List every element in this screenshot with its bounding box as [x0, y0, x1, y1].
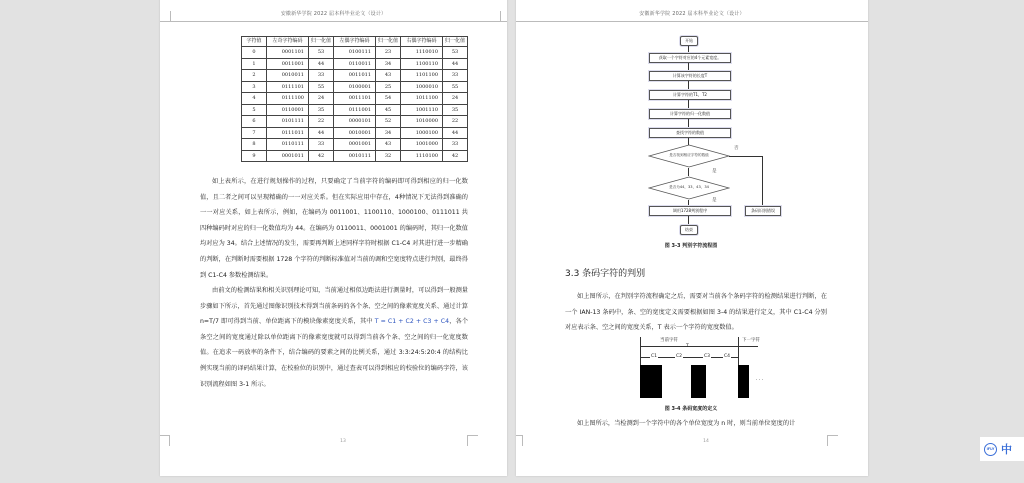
flow-error: 条码识别错误: [745, 206, 781, 216]
normalized-value-cell: 44: [443, 58, 468, 70]
encoding-cell: 1010000: [401, 116, 443, 128]
normalized-value-cell: 25: [376, 81, 401, 93]
column-header: 右偶字符编码: [401, 37, 443, 47]
normalized-value-cell: 55: [443, 81, 468, 93]
normalized-value-cell: 44: [309, 127, 334, 139]
paragraph: 如上表所示，在进行规划操作的过程，只要确定了当前字符的编码即可得到相应的归一化数值，且二者之间可以呈现精确的一一对应关系。但在实际应用中存在，4种情况下无法得到准确的一一对应关系，如上表所示，例如，在编码为 0011001、1100110、1000100、0111011 共四种编码时对应的归一化数值均为 44。在编码为 0110011、0001001 的编码时，其归一化数值均对应为 34。结合上述情况的发生，需要再判断上述同样字符时根据 C1-C4 对其进行进一步精确的判断，在判断时需要根据 1728 个字符的判断标准值对当前的调和空宽度特点进行判别，最终得到 C1-C4 参数检测结果。: [200, 178, 468, 279]
flow-step: 计算字符的归一化数值: [649, 109, 731, 119]
char-value-cell: 8: [242, 139, 267, 151]
crop-mark: [160, 435, 170, 446]
encoding-cell: 1011100: [401, 93, 443, 105]
normalized-value-cell: 53: [309, 47, 334, 59]
table-row: [242, 150, 468, 162]
normalized-value-cell: 44: [443, 127, 468, 139]
normalized-value-cell: 33: [309, 139, 334, 151]
encoding-cell: 0011011: [334, 70, 376, 82]
boundary-line: [738, 337, 739, 365]
t-line: [640, 346, 738, 347]
header-rule: [160, 21, 507, 22]
crop-mark: [467, 435, 478, 446]
ellipsis: · · ·: [756, 378, 764, 383]
bar-c3: [691, 365, 706, 398]
yes-label: 是: [712, 198, 717, 203]
normalized-value-cell: 42: [309, 150, 334, 162]
flow-end: 结束: [680, 225, 698, 235]
paragraph: 如上图所示，当检测到一个字符中的各个单位宽度为 n 时，则当前单位宽度的计: [577, 420, 796, 427]
char-value-cell: 1: [242, 58, 267, 70]
encoding-cell: 0011101: [334, 93, 376, 105]
char-value-cell: 0: [242, 47, 267, 59]
bar-c1: [640, 365, 662, 398]
encoding-cell: 1101100: [401, 70, 443, 82]
table-header-row: [242, 37, 468, 47]
next-char-label: 下一字符: [742, 338, 760, 343]
table-row: [242, 93, 468, 105]
encoding-cell: 0011001: [267, 58, 309, 70]
encoding-cell: 0111100: [267, 93, 309, 105]
decision-text: 是否找到相应字符的数值: [669, 153, 709, 157]
normalized-value-cell: 42: [443, 150, 468, 162]
table-row: [242, 81, 468, 93]
char-value-cell: 3: [242, 81, 267, 93]
char-value-cell: 6: [242, 116, 267, 128]
table-row: [242, 127, 468, 139]
ifly-logo-icon[interactable]: iFLY: [984, 443, 997, 456]
column-header: 左奇字符编码: [267, 37, 309, 47]
flow-step: 计算字符的T1，T2: [649, 90, 731, 100]
normalized-value-cell: 35: [309, 104, 334, 116]
encoding-cell: 0010011: [267, 70, 309, 82]
flow-step: 获取一个字符对应的4个元素宽度。: [649, 53, 731, 63]
decision-text: 是否为44，33，43，34: [669, 185, 709, 189]
flow-arrow: [688, 119, 689, 127]
column-header: 归一化值: [376, 37, 401, 47]
c1-label: C1: [651, 354, 658, 359]
normalized-value-cell: 53: [443, 47, 468, 59]
encoding-cell: 0110011: [334, 58, 376, 70]
paragraph: [200, 283, 468, 392]
crop-mark: [827, 435, 838, 446]
table-row: [242, 116, 468, 128]
c4-label: C4: [724, 354, 731, 359]
crop-mark: [500, 11, 507, 22]
normalized-value-cell: 33: [443, 139, 468, 151]
c3-label: C3: [704, 354, 711, 359]
normalized-value-cell: 55: [309, 81, 334, 93]
encoding-cell: 1110100: [401, 150, 443, 162]
yes-label: 是: [712, 169, 717, 174]
header-rule: [516, 21, 868, 22]
c2-label: C2: [676, 354, 683, 359]
document-page-13: [160, 0, 507, 476]
normalized-value-cell: 43: [376, 70, 401, 82]
flow-arrow: [688, 100, 689, 108]
paragraph: 如上图所示，在判别字符流程确定之后，需要对当前各个条码字符的检测结果进行判断，在一个 IAN-13 条码中，条、空的宽度定义需要根据如图 3-4 的结果进行定义，其中 C1-C4 分别对应表示条、空之间的宽度关系，T 表示一个字符的宽度数值。: [565, 293, 827, 332]
table-row: [242, 139, 468, 151]
ime-indicator[interactable]: [980, 437, 1024, 461]
column-header: 左偶字符编码: [334, 37, 376, 47]
encoding-table: [241, 36, 468, 162]
flow-start: 开始: [680, 36, 698, 46]
normalized-value-cell: 34: [376, 127, 401, 139]
flow-arrow: [688, 216, 689, 224]
char-value-cell: 9: [242, 150, 267, 162]
encoding-cell: 1001000: [401, 139, 443, 151]
encoding-cell: 1000010: [401, 81, 443, 93]
flow-arrow: [688, 168, 689, 176]
encoding-cell: 0101111: [267, 116, 309, 128]
encoding-cell: 0111101: [267, 81, 309, 93]
t-label: T: [686, 344, 689, 349]
char-value-cell: 2: [242, 70, 267, 82]
column-header: 归一化值: [443, 37, 468, 47]
flow-step: 调用1728判别程序: [649, 206, 731, 216]
encoding-cell: 0001011: [267, 150, 309, 162]
column-header: 字符值: [242, 37, 267, 47]
t-line: [738, 346, 758, 347]
table-row: [242, 70, 468, 82]
normalized-value-cell: 23: [376, 47, 401, 59]
normalized-value-cell: 33: [309, 70, 334, 82]
normalized-value-cell: 22: [309, 116, 334, 128]
normalized-value-cell: 32: [376, 150, 401, 162]
table-row: [242, 104, 468, 116]
figure-caption: 图 3-4 条码宽度的定义: [664, 406, 718, 412]
normalized-value-cell: 33: [443, 70, 468, 82]
char-value-cell: 7: [242, 127, 267, 139]
encoding-cell: 0110001: [267, 104, 309, 116]
encoding-cell: 0100111: [334, 47, 376, 59]
encoding-cell: 0001101: [267, 47, 309, 59]
encoding-cell: 0110111: [267, 139, 309, 151]
encoding-cell: 1100110: [401, 58, 443, 70]
flow-arrow: [688, 46, 689, 52]
flow-arrow: [688, 63, 689, 70]
encoding-cell: 0010001: [334, 127, 376, 139]
normalized-value-cell: 24: [443, 93, 468, 105]
column-header: 归一化值: [309, 37, 334, 47]
char-value-cell: 4: [242, 93, 267, 105]
paragraph-text: ，各个条空之间的宽度通过除以单位距离下的像素宽度就可以得到当前各个条、空之间的归一化宽度数值。在追求一码放率的条件下，结合编码的要素之间的比例关系，通过 3:3:24:5:20:4 的结构比例实现当前的译码结果计算，在校验位的识别中，通过查表可以得到相应的校验位的编码字符，该识别流程如图 3-1 所示。: [200, 318, 469, 388]
crop-mark: [160, 11, 171, 22]
normalized-value-cell: 22: [443, 116, 468, 128]
current-char-label: 当前字符: [660, 338, 678, 343]
figure-caption: 图 3-3 判别字符流程图: [664, 243, 718, 249]
encoding-cell: 1000100: [401, 127, 443, 139]
normalized-value-cell: 34: [376, 58, 401, 70]
flow-arrow: [762, 156, 763, 206]
flow-step: 计算该字符的长度T: [649, 71, 731, 81]
normalized-value-cell: 45: [376, 104, 401, 116]
normalized-value-cell: 35: [443, 104, 468, 116]
flow-arrow: [688, 81, 689, 89]
normalized-value-cell: 43: [376, 139, 401, 151]
no-label: 否: [734, 146, 739, 151]
normalized-value-cell: 54: [376, 93, 401, 105]
page-number: 13: [340, 439, 346, 444]
encoding-cell: 0001001: [334, 139, 376, 151]
encoding-cell: 0111011: [267, 127, 309, 139]
encoding-cell: 0111001: [334, 104, 376, 116]
page-header: 安徽新华学院 2022 届本科毕业论文（设计）: [639, 11, 745, 17]
char-value-cell: 5: [242, 104, 267, 116]
normalized-value-cell: 44: [309, 58, 334, 70]
ime-language-toggle[interactable]: 中: [1001, 443, 1012, 456]
normalized-value-cell: 52: [376, 116, 401, 128]
formula: T = C1 + C2 + C3 + C4: [374, 318, 450, 326]
encoding-cell: 0010111: [334, 150, 376, 162]
flow-line: [729, 156, 762, 157]
crop-mark: [516, 435, 523, 446]
normalized-value-cell: 24: [309, 93, 334, 105]
encoding-cell: 1001110: [401, 104, 443, 116]
encoding-cell: 0100001: [334, 81, 376, 93]
page-header: 安徽新华学院 2022 届本科毕业论文（设计）: [280, 11, 387, 17]
bar-next: [738, 365, 749, 398]
paragraph-text: 由前文的检测结果和相关识别理论可知，当前通过相似边距法进行测量时，可以得到一般测量步骤如下所示，首先通过图像识别技术得到当前条码的各个条、空之间的像素宽度关系、通过计算 n=T/7 即可得到当前、单位距离下的模块像素宽度关系，其中: [200, 287, 468, 326]
encoding-cell: 1110010: [401, 47, 443, 59]
section-title: 3.3 条码字符的判别: [565, 269, 646, 279]
flow-step: 查找字符的数值: [649, 128, 731, 138]
page-number: 14: [703, 439, 709, 444]
table-row: [242, 58, 468, 70]
document-page-14: [516, 0, 868, 476]
encoding-cell: 0000101: [334, 116, 376, 128]
table-row: [242, 47, 468, 59]
